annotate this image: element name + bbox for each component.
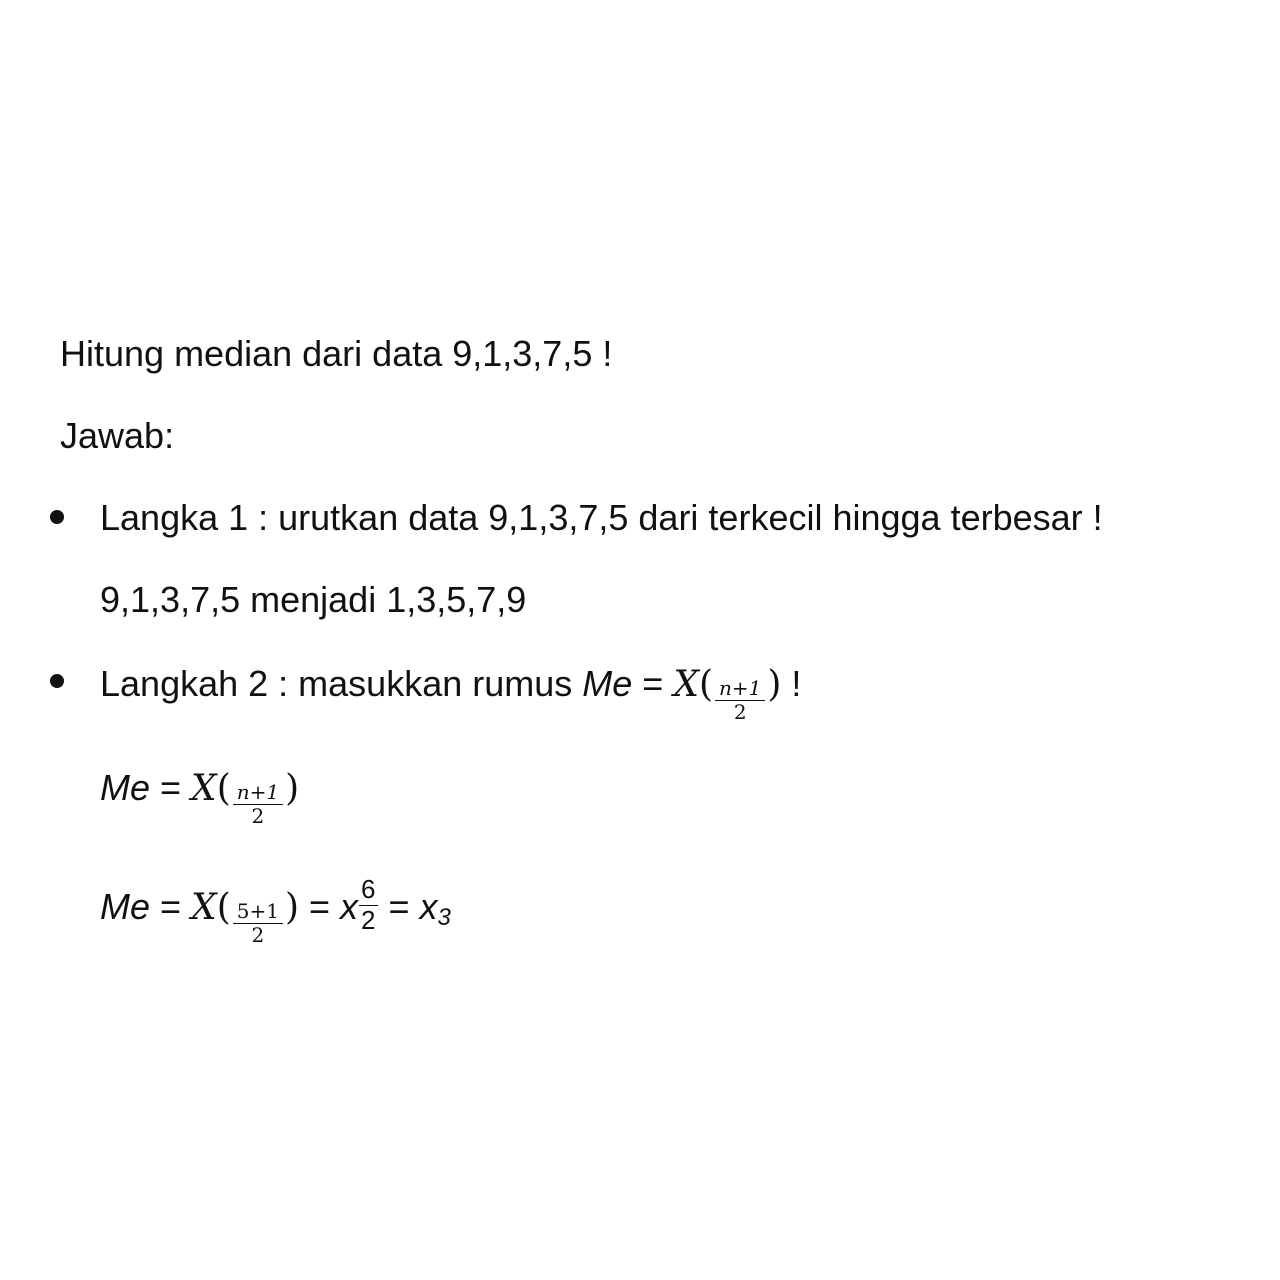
subst-fraction [233, 898, 283, 947]
subst-open-paren: ( [216, 886, 231, 928]
bullet-step-1 [50, 510, 64, 524]
step-2-formula [582, 663, 782, 724]
formula-denominator: 2 [733, 700, 747, 724]
formula-line-numerator: n+1 [233, 782, 283, 805]
step-1-text: Langka 1 : urutkan data 9,1,3,7,5 dari terkecil hingga terbesar ! [100, 497, 1103, 538]
subst-equals: = [150, 885, 192, 927]
formula-open-paren: ( [698, 664, 713, 706]
step-2-text-end: ! [781, 663, 802, 705]
formula-line-denominator: 2 [251, 804, 265, 828]
formula-close-paren: ) [767, 664, 782, 706]
formula-line-equals: = [150, 767, 192, 809]
subst-x3: x [419, 885, 438, 927]
step-2-text: Langkah 2 : masukkan rumus [100, 663, 583, 705]
question-text: Hitung median dari data 9,1,3,7,5 ! [60, 333, 613, 374]
step-2-line [100, 663, 802, 724]
subst-numerator: 5+1 [233, 901, 283, 924]
subst-lhs: Me [100, 885, 151, 927]
subst-denominator: 2 [251, 922, 265, 947]
formula-line-close-paren: ) [285, 768, 300, 810]
subst-func: X [191, 886, 217, 928]
subst-index-numerator: 6 [359, 876, 377, 906]
subst-index-fraction [359, 876, 377, 935]
substitution-line [100, 874, 451, 947]
subst-index-denominator: 2 [361, 905, 376, 936]
formula-line [100, 767, 300, 828]
subst-close-paren: ) [284, 886, 299, 928]
bullet-step-2 [50, 674, 64, 688]
formula-equals: = [632, 663, 674, 705]
formula-line-func: X [191, 768, 217, 810]
formula-fraction [715, 678, 765, 723]
formula-line-open-paren: ( [216, 768, 231, 810]
formula-numerator: n+1 [715, 678, 765, 701]
answer-label: Jawab: [60, 415, 175, 456]
subst-equals-3: = [378, 885, 420, 927]
formula-func: X [673, 664, 699, 706]
step-1-result: 9,1,3,7,5 menjadi 1,3,5,7,9 [100, 579, 527, 620]
formula-lhs: Me [582, 663, 633, 705]
subst-equals-2: = [299, 885, 341, 927]
formula-line-lhs: Me [100, 767, 151, 809]
subst-x: x [340, 885, 359, 927]
formula-line-fraction [233, 782, 283, 827]
subst-x3-subscript: 3 [437, 903, 451, 931]
